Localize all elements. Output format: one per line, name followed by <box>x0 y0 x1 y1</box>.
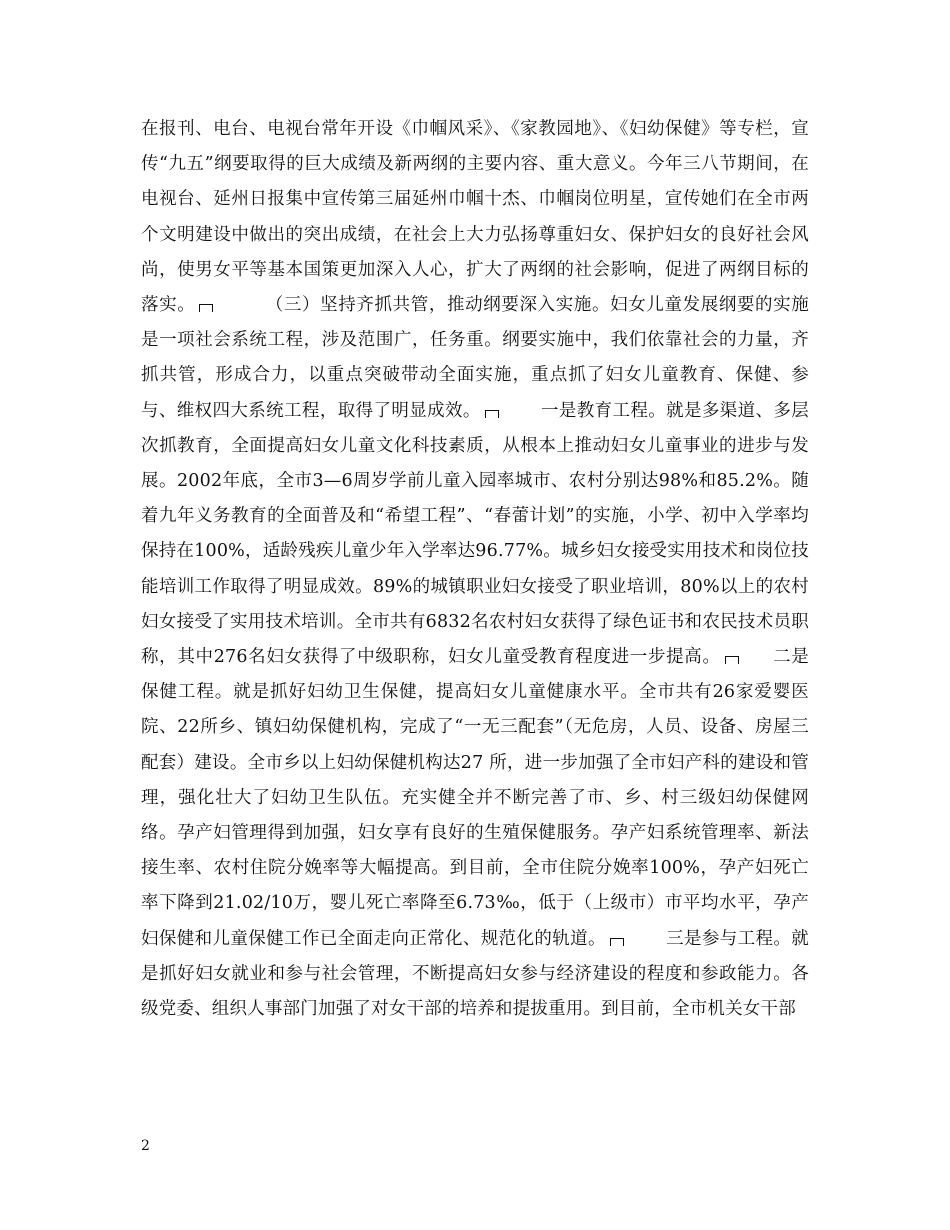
text-segment-1: 在报刊、电台、电视台常年开设《巾帼风采》、《家教园地》、《妇幼保健》等专栏，宣传“九五”纲要取得的巨大成绩及新两纲的主要内容、重大意义。今年三八节期间，在电视台、延州日报集中宣传第三届延州巾帼十杰、巾帼岗位明星，宣传她们在全市两个文明建设中做出的突出成绩，在社会上大力弘扬尊重妇女、保护妇女的良好社会风尚，使男女平等基本国策更加深入人心，扩大了两纲的社会影响，促进了两纲目标的落实。 <box>141 119 809 316</box>
text-segment-2: （三）坚持齐抓共管，推动纲要深入实施。妇女儿童发展纲要的实施是一项社会系统工程，涉及范围广，任务重。纲要实施中，我们依靠社会的力量，齐抓共管，形成合力，以重点突破带动全面实施，重点抓了妇女儿童教育、保健、参与、维权四大系统工程，取得了明显成效。 <box>141 295 810 421</box>
body-paragraph <box>141 112 809 1027</box>
page-number: 2 <box>141 1138 150 1154</box>
paragraph-mark-icon <box>485 410 499 418</box>
text-segment-4: 二是保健工程。就是抓好妇幼卫生保健，提高妇女儿童健康水平。全市共有26家爱婴医院、22所乡、镇妇幼保健机构，完成了“一无三配套”（无危房，人员、设备、房屋三配套）建设。全市乡以上妇幼保健机构达27 所，进一步加强了全市妇产科的建设和管理，强化壮大了妇幼卫生队伍。充实健全并不断完善了市、乡、村三级妇幼保健网络。孕产妇管理得到加强，妇女享有良好的生殖保健服务。孕产妇系统管理率、新法接生率、农村住院分娩率等大幅提高。到目前，全市住院分娩率100%，孕产妇死亡率下降到21.02/10万，婴儿死亡率降至6.73‰，低于（上级市）市平均水平，孕产妇保健和儿童保健工作已全面走向正常化、规范化的轨道。 <box>141 647 810 949</box>
text-segment-5: 三是参与工程。就是抓好妇女就业和参与社会管理，不断提高妇女参与经济建设的程度和参政能力。各级党委、组织人事部门加强了对女干部的培养和提拔重用。到目前，全市机关女干部 <box>141 928 809 1020</box>
paragraph-mark-icon <box>610 938 624 946</box>
paragraph-mark-icon <box>199 304 213 312</box>
paragraph-mark-icon <box>725 656 739 664</box>
text-segment-3: 一是教育工程。就是多渠道、多层次抓教育，全面提高妇女儿童文化科技素质，从根本上推动妇女儿童事业的进步与发展。2002年底，全市3—6周岁学前儿童入园率城市、农村分别达98%和85.2%。随着九年义务教育的全面普及和“希望工程”、“春蕾计划”的实施，小学、初中入学率均保持在100%，适龄残疾儿童少年入学率达96.77%。城乡妇女接受实用技术和岗位技能培训工作取得了明显成效。89%的城镇职业妇女接受了职业培训，80%以上的农村妇女接受了实用技术培训。全市共有6832名农村妇女获得了绿色证书和农民技术员职称，其中276名妇女获得了中级职称，妇女儿童受教育程度进一步提高。 <box>141 400 809 668</box>
